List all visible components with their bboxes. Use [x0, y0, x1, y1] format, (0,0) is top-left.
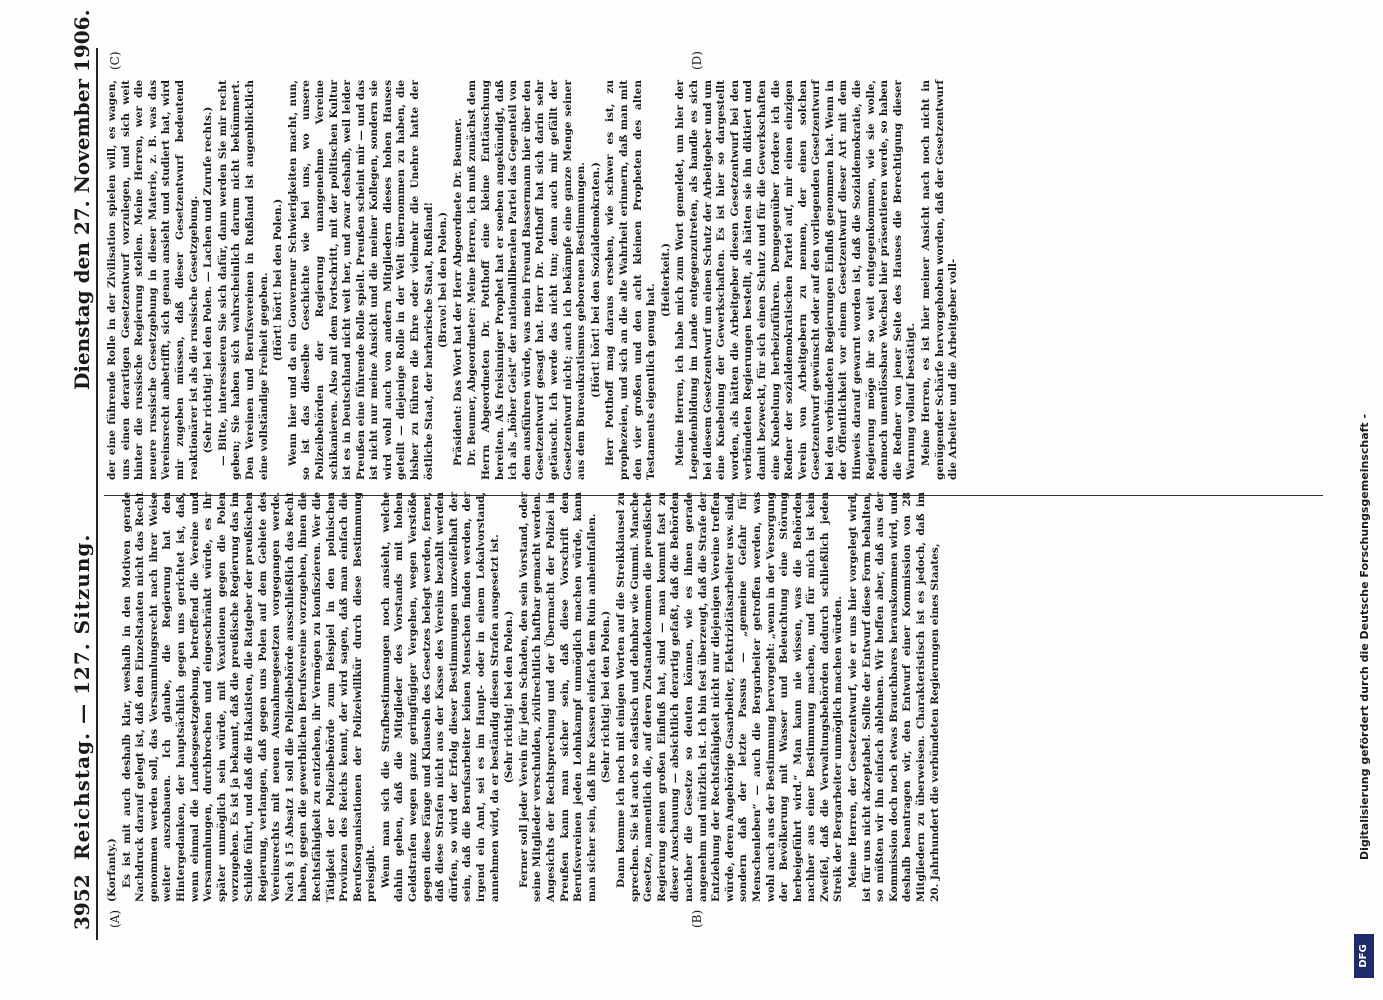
paragraph: Meine Herren, der Gesetzentwurf, wie er uns hier vorgelegt wird, ist für uns nicht akzeptabel. Sollte der Entwurf diese Form behalten, so müßten wir ihn einfach ablehnen. Wir hoffen aber, daß aus der Kommission doch noch etwas Brauchbares herauskommen wird, und deshalb beantragen wir, den Entwurf einer Kommission von 28 Mitgliedern zu überweisen. Charakteristisch ist es jedoch, daß im 20. Jahrhundert die verbündeten Regierungen eines Staates,: [847, 492, 941, 902]
session-date: Dienstag den 27. November 1906.: [70, 9, 94, 390]
interjection: (Bravo! bei den Polen.): [437, 211, 450, 349]
header-rule: [96, 48, 98, 940]
paragraph: der eine führende Rolle in der Zivilisation spielen will, es wagen, uns einen derartigen Gesetzentwurf vorzulegen, und sich weit hinter die russische Regierung stellen. Meine Herren, wer die neuere russische Gesetzgebung in dieser Materie, z. B. was das Vereinsrecht anbetrifft, sich genau ansieht und studiert hat, wird mir zugeben müssen, daß dieser Gesetzentwurf bedeutend reaktionärer ist als die russische Gesetzgebung.: [106, 80, 200, 480]
interjection: (Sehr richtig! bei den Polen.): [600, 610, 613, 784]
speaker-tag: (Korfanty.): [106, 838, 118, 902]
margin-mark-d: (D): [690, 51, 704, 70]
paragraph: Meine Herren, es ist hier meiner Ansicht nach noch nicht in genügender Schärfe hervorgehoben worden, daß der Gesetzentwurf die Arbeiter und die Arbeitgeber voll-: [920, 80, 960, 480]
right-column: [106, 80, 962, 480]
paragraph: Wenn hier und da ein Gouverneur Schwierigkeiten macht, nun, so ist das dieselbe Geschichte wie bei uns, wo unsere Polizeibehörden der Regierung unangenehme Vereine schikanieren. Also mit dem Fortschritt, mit der politischen Kultur ist es in Deutschland nicht weit her, und zwar deshalb, weil leider Preußen eine führende Rolle spielt. Preußen scheint mir — und das ist nicht nur meine Ansicht und die meiner Kollegen, sondern sie wird wohl auch von andern Mitgliedern dieses hohen Hauses geteilt — diejenige Rolle in der Welt übernommen zu haben, die bisher zu führen die Ehre oder vielmehr die Unehre hatte der östliche Staat, der barbarische Staat, Rußland!: [286, 80, 435, 480]
margin-mark-a: (A): [108, 909, 122, 928]
interjection: (Hört! hört! bei den Polen.): [272, 198, 285, 362]
paragraph: Dann komme ich noch mit einigen Worten auf die Streikklausel zu sprechen. Sie ist auch so elastisch und dehnbar wie Gummi. Manche Gesetze, namentlich die, auf deren Zustandekommen die preußische Regierung einen großen Einfluß hat, sind — man kommt fast zu dieser Anschauung — absichtlich derartig gefaßt, daß die Behörden nachher die Gesetze so deuten können, wie es ihnen gerade angenehm und nützlich ist. Ich bin fest überzeugt, daß die Strafe der Entziehung der Rechtsfähigkeit nicht nur diejenigen Vereine treffen würde, deren Angehörige Gasarbeiter, Elektrizitätsarbeiter usw. sind, sondern daß der letzte Passus — „gemeine Gefahr für Menschenleben“ — auch die Bergarbeiter getroffen werden, was wohl auch aus der Bestimmung hervorgeht: „wenn in der Versorgung der Bevölkerung mit Wasser und Beleuchtung eine Störung herbeigeführt wird.“ Man kann nie wissen, was die Behörden nachher aus einer Bestimmung machen, und für mich ist kein Zweifel, daß die Verwaltungsbehörden dadurch schließlich jeden Streik der Bergarbeiter unmöglich machen würden.: [614, 492, 845, 902]
paragraph: Es ist mit auch deshalb klar, weshalb in den Motiven gerade Nachdruck darauf gelegt ist, daß den Einzelstaaten nicht das Recht genommen werden soll, das Versammlungsrecht nach ihrer Weise weiter auszubauen. Ich glaube, die Regierung hat den Hintergedanken, der hauptsächlich gegen uns gerichtet ist, daß, wenn einmal die Landesgesetzgebung, betreffend die Vereine und Versammlungen, durchbrochen und eingeschränkt würde, es ihr später unmöglich sein würde, mit Vexationen gegen die Polen vorzugehen. Es ist ja bekannt, daß die preußische Regierung das im Schilde führt, und daß die Hakatisten, die Ratgeber der preußischen Regierung, verlangen, daß gegen uns Polen auf dem Gebiete des Vereinsrechts mit neuen Ausnahmegesetzen vorgegangen werde. Nach § 15 Absatz 1 soll die Polizeibehörde ausschließlich das Recht haben, gegen die gewerblichen Berufsvereine vorzugehen, ihnen die Rechtsfähigkeit zu entziehen, ihr Vermögen zu konfiszieren. Wer die Tätigkeit der Polizeibehörde zum Beispiel in den polnischen Provinzen des Reichs kennt, der wird sagen, daß man einfach die Berufsorganisationen der Polizeiwillkür durch diese Bestimmung preisgibt.: [120, 492, 378, 902]
interjection: (Sehr richtig! bei den Polen.): [503, 610, 516, 784]
interjection: (Heiterkeit.): [659, 242, 672, 318]
digitization-credit: [1352, 0, 1378, 1000]
president-remark: Präsident: Das Wort hat der Herr Abgeordnete Dr. Beumer.: [451, 117, 464, 466]
paragraph: Ferner soll jeder Verein für jeden Schaden, den sein Vorstand, oder seine Mitglieder verschulden, zivilrechtlich haftbar gemacht werden. Angesichts der Rechtsprechung und der Übermacht der Polizei in Preußen kann man sicher sein, daß diese Vorschrift den Berufsvereinen jeden Lohnkampf unmöglich machen würde, kann man sicher sein, daß ihre Kassen einfach dem Ruin anheimfallen.: [517, 491, 598, 902]
paragraph: Dr. Beumer, Abgeordneter: Meine Herren, ich muß zunächst dem Herrn Abgeordneten Dr. Potthoff eine kleine Enttäuschung bereiten. Als freisinniger Prophet hat er soeben angekündigt, daß ich als „höher Geist“ der nationalliberalen Partei das Gegenteil von dem ausführen würde, was mein Freund Bassermann hier über den Gesetzentwurf gesagt hat. Herr Dr. Potthoff hat sich darin sehr getäuscht. Ich werde das nicht tun; denn auch mir gefällt der Gesetzentwurf nicht; auch ich bekämpfe eine ganze Menge seiner aus dem Bureaukratismus geborenen Bestimmungen.: [466, 80, 588, 480]
margin-mark-c: (C): [108, 51, 122, 70]
left-column: [106, 492, 943, 902]
dfg-logo: DFG: [1354, 934, 1374, 978]
interjection: (Sehr richtig! bei den Polen. — Lachen und Zurufe rechts.): [202, 106, 215, 454]
interjection: (Hört! hört! bei den Sozialdemokraten.): [589, 162, 602, 398]
paragraph: Meine Herren, ich habe mich zum Wort gemeldet, um hier der Legendenbildung im Lande entgegenzutreten, als handle es sich bei diesem Gesetzentwurf um einen Schutz der Arbeitgeber und um eine Knebelung der Gewerkschaften. Es ist hier so dargestellt worden, als hätten die Arbeitgeber diesen Gesetzentwurf bei den verbündeten Regierungen bestellt, als hätten sie ihn diktiert und damit bezweckt, für sich einen Schutz und für die Gewerkschaften eine Knebelung herbeizuführen. Demgegenüber fordere ich die Redner der sozialdemokratischen Partei auf, mir einen einzigen Verein von Arbeitgebern zu nennen, der einen solchen Gesetzentwurf gewünscht oder auf den vorliegenden Gesetzentwurf bei den verbündeten Regierungen Einfluß genommen hat. Wenn in der Öffentlichkeit vor einem Gesetzentwurf dieser Art mit dem Hinweis darauf gewarnt worden ist, daß die Sozialdemokratie, die Regierung möge ihr so weit entgegenkommen, wie sie wolle, dennoch unentlössbare Wechsel hier präsentieren werde, so haben die Redner von jener Seite des Hauses die Berechtigung dieser Warnung vollauf bestätigt.: [674, 79, 918, 480]
page-number: 3952: [70, 874, 94, 930]
paragraph: Herr Potthoff mag daraus ersehen, wie schwer es ist, zu prophezeien, und sich an die alte Wahrheit erinnern, daß man mit den vier großen und den acht kleinen Propheten des alten Testaments eigentlich genug hat.: [604, 80, 658, 480]
paragraph: Wenn man sich die Strafbestimmungen noch ansieht, welche dahin gehen, daß die Mitglieder des Vorstands mit hohen Geldstrafen wegen ganz geringfügiger Vergehen, wegen Verstöße gegen diese Fänge und Klauseln des Gesetzes belegt werden, ferner, daß diese Strafen nicht aus der Kasse des Vereins bezahlt werden dürfen, so wird der Erfolg dieser Bestimmungen unzweifelhaft der sein, daß die Berufsarbeiter keinen Menschen finden werden, der irgend ein Amt, sei es im Haupt- oder in einem Lokalvorstand, annehmen wird, da er beständig diesen Strafen ausgesetzt ist.: [379, 492, 501, 902]
paragraph: — Bitte, interessieren Sie sich dafür, dann werden Sie mir recht geben; Sie haben sich wahrscheinlich darum nicht bekümmert. Den Vereinen und Berufsvereinen in Rußland ist augenblicklich eine vollständige Freiheit gegeben.: [216, 80, 270, 480]
credit-text: Digitalisierung gefördert durch die Deutsche Forschungsgemeinschaft -: [1358, 413, 1371, 860]
margin-mark-b: (B): [690, 909, 704, 928]
session-title: Reichstag. — 127. Sitzung.: [70, 533, 94, 860]
